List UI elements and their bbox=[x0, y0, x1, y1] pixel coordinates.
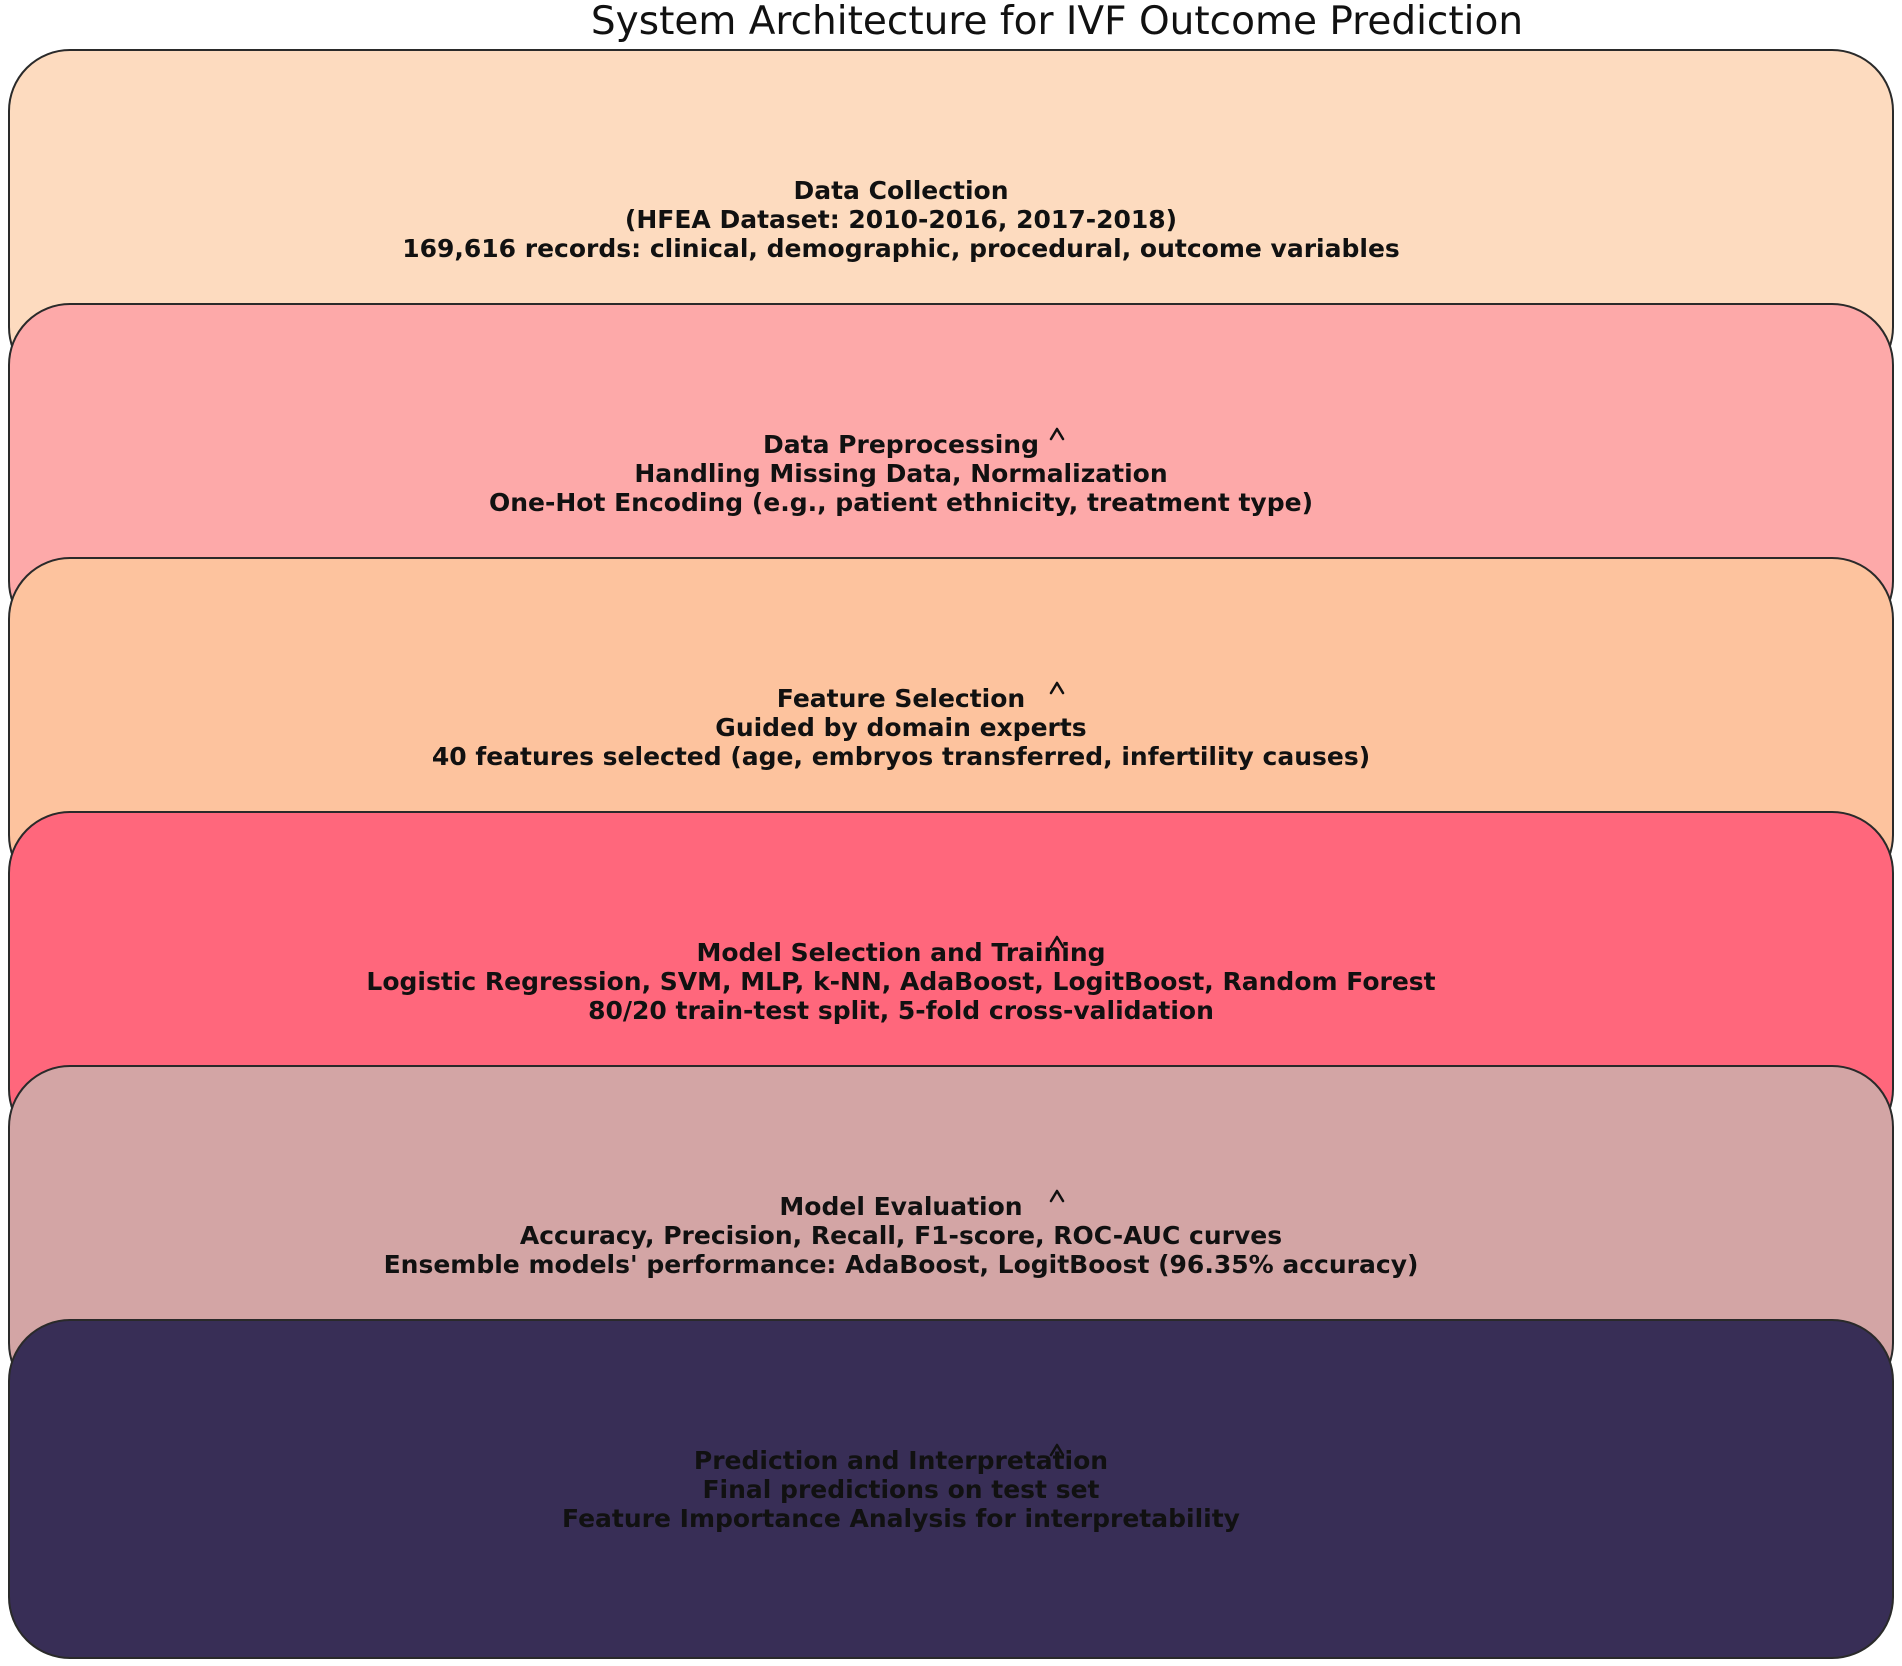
stage-detail: One-Hot Encoding (e.g., patient ethnicity, treatment type) bbox=[488, 487, 1314, 517]
stage-heading: Feature Selection bbox=[776, 683, 1026, 713]
stage-detail: 80/20 train-test split, 5-fold cross-validation bbox=[588, 995, 1214, 1025]
diagram-title: System Architecture for IVF Outcome Prediction bbox=[590, 0, 1524, 44]
stage-detail: (HFEA Dataset: 2010-2016, 2017-2018) bbox=[624, 204, 1178, 234]
stage-heading: Data Preprocessing bbox=[763, 429, 1039, 459]
stage-heading: Prediction and Interpretation bbox=[693, 1445, 1109, 1475]
stage-detail: Feature Importance Analysis for interpretability bbox=[562, 1503, 1240, 1533]
stage-prediction-interpretation bbox=[8, 1319, 1894, 1659]
stage-detail: Handling Missing Data, Normalization bbox=[634, 458, 1168, 488]
stage-heading: Data Collection bbox=[793, 175, 1009, 205]
stage-heading: Model Evaluation bbox=[779, 1191, 1023, 1221]
stage-detail: 40 features selected (age, embryos transferred, infertility causes) bbox=[431, 741, 1371, 771]
stage-detail: Accuracy, Precision, Recall, F1-score, ROC-AUC curves bbox=[519, 1220, 1283, 1250]
stage-detail: Ensemble models' performance: AdaBoost, LogitBoost (96.35% accuracy) bbox=[383, 1249, 1419, 1279]
stage-heading: Model Selection and Training bbox=[696, 937, 1106, 967]
stage-detail: Guided by domain experts bbox=[715, 712, 1087, 742]
stage-detail: 169,616 records: clinical, demographic, procedural, outcome variables bbox=[402, 233, 1400, 263]
stage-detail: Final predictions on test set bbox=[702, 1474, 1100, 1504]
stage-detail: Logistic Regression, SVM, MLP, k-NN, AdaBoost, LogitBoost, Random Forest bbox=[366, 966, 1436, 996]
